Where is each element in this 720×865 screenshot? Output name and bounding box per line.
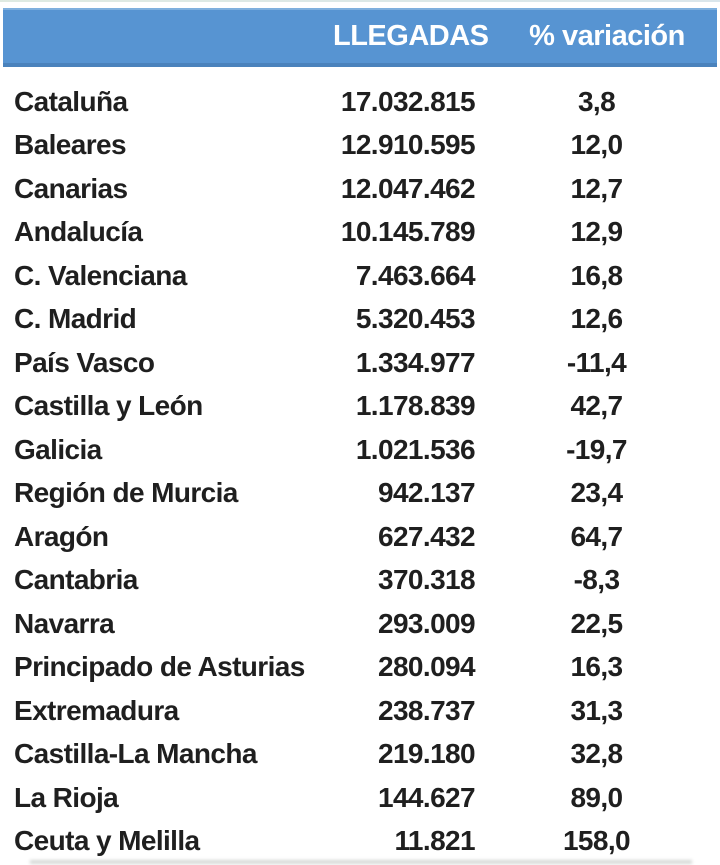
- table-row: [0, 124, 720, 168]
- region-cell: C. Madrid: [14, 303, 137, 335]
- variacion-cell: -8,3: [573, 564, 620, 596]
- variacion-cell: 42,7: [570, 390, 623, 422]
- llegadas-cell: 238.737: [377, 694, 475, 726]
- llegadas-cell: 12.910.595: [340, 129, 475, 161]
- llegadas-cell: 942.137: [377, 477, 475, 509]
- region-cell: Canarias: [14, 172, 128, 204]
- column-header-llegadas: LLEGADAS: [333, 20, 489, 52]
- column-header-variacion: % variación: [529, 20, 685, 52]
- variacion-cell: 12,9: [570, 216, 623, 248]
- llegadas-cell: 1.334.977: [355, 346, 475, 378]
- table-row: [0, 428, 720, 472]
- table-row: [0, 646, 720, 690]
- region-cell: Baleares: [14, 129, 126, 161]
- region-cell: País Vasco: [14, 346, 155, 378]
- region-cell: Galicia: [14, 433, 102, 465]
- table-row: [0, 385, 720, 429]
- variacion-cell: 31,3: [570, 694, 623, 726]
- region-cell: Castilla-La Mancha: [14, 738, 257, 770]
- llegadas-cell: 280.094: [377, 651, 475, 683]
- table-row: [0, 559, 720, 603]
- region-cell: Castilla y León: [14, 390, 203, 422]
- variacion-cell: 3,8: [577, 85, 616, 117]
- table-body: [0, 80, 720, 863]
- table-row: [0, 167, 720, 211]
- llegadas-cell: 293.009: [377, 607, 475, 639]
- table-row: [0, 689, 720, 733]
- region-cell: Región de Murcia: [14, 477, 238, 509]
- variacion-cell: 12,6: [570, 303, 623, 335]
- region-cell: Principado de Asturias: [14, 651, 305, 683]
- variacion-cell: 22,5: [570, 607, 623, 639]
- llegadas-cell: 12.047.462: [340, 172, 475, 204]
- region-cell: C. Valenciana: [14, 259, 187, 291]
- variacion-cell: 32,8: [570, 738, 623, 770]
- table-row: [0, 341, 720, 385]
- table-row: [0, 602, 720, 646]
- table-row: [0, 298, 720, 342]
- region-cell: Extremadura: [14, 694, 179, 726]
- region-cell: Andalucía: [14, 216, 143, 248]
- top-border-line: [0, 0, 720, 2]
- variacion-cell: 12,0: [570, 129, 623, 161]
- llegadas-cell: 10.145.789: [340, 216, 475, 248]
- table-row: [0, 820, 720, 864]
- variacion-cell: 12,7: [570, 172, 623, 204]
- llegadas-cell: 7.463.664: [355, 259, 475, 291]
- variacion-cell: -19,7: [566, 433, 627, 465]
- variacion-cell: 16,3: [570, 651, 623, 683]
- table-row: [0, 472, 720, 516]
- bottom-border-line: [30, 860, 692, 864]
- llegadas-cell: 1.021.536: [355, 433, 475, 465]
- llegadas-cell: 11.821: [394, 825, 475, 857]
- region-cell: Aragón: [14, 520, 109, 552]
- variacion-cell: 23,4: [570, 477, 623, 509]
- variacion-cell: -11,4: [566, 346, 627, 378]
- llegadas-cell: 627.432: [377, 520, 475, 552]
- table-row: [0, 733, 720, 777]
- region-cell: Navarra: [14, 607, 115, 639]
- region-cell: La Rioja: [14, 781, 119, 813]
- llegadas-cell: 219.180: [377, 738, 475, 770]
- llegadas-cell: 1.178.839: [355, 390, 475, 422]
- table-row: [0, 776, 720, 820]
- region-cell: Cantabria: [14, 564, 138, 596]
- llegadas-cell: 17.032.815: [340, 85, 475, 117]
- table-row: [0, 515, 720, 559]
- table-header-band: [3, 8, 717, 67]
- llegadas-cell: 144.627: [377, 781, 475, 813]
- llegadas-cell: 5.320.453: [355, 303, 475, 335]
- variacion-cell: 89,0: [570, 781, 623, 813]
- table-row: [0, 80, 720, 124]
- region-cell: Ceuta y Melilla: [14, 825, 200, 857]
- table-row: [0, 254, 720, 298]
- variacion-cell: 16,8: [570, 259, 623, 291]
- variacion-cell: 158,0: [562, 825, 631, 857]
- llegadas-cell: 370.318: [377, 564, 475, 596]
- region-cell: Cataluña: [14, 85, 128, 117]
- table-row: [0, 211, 720, 255]
- variacion-cell: 64,7: [570, 520, 623, 552]
